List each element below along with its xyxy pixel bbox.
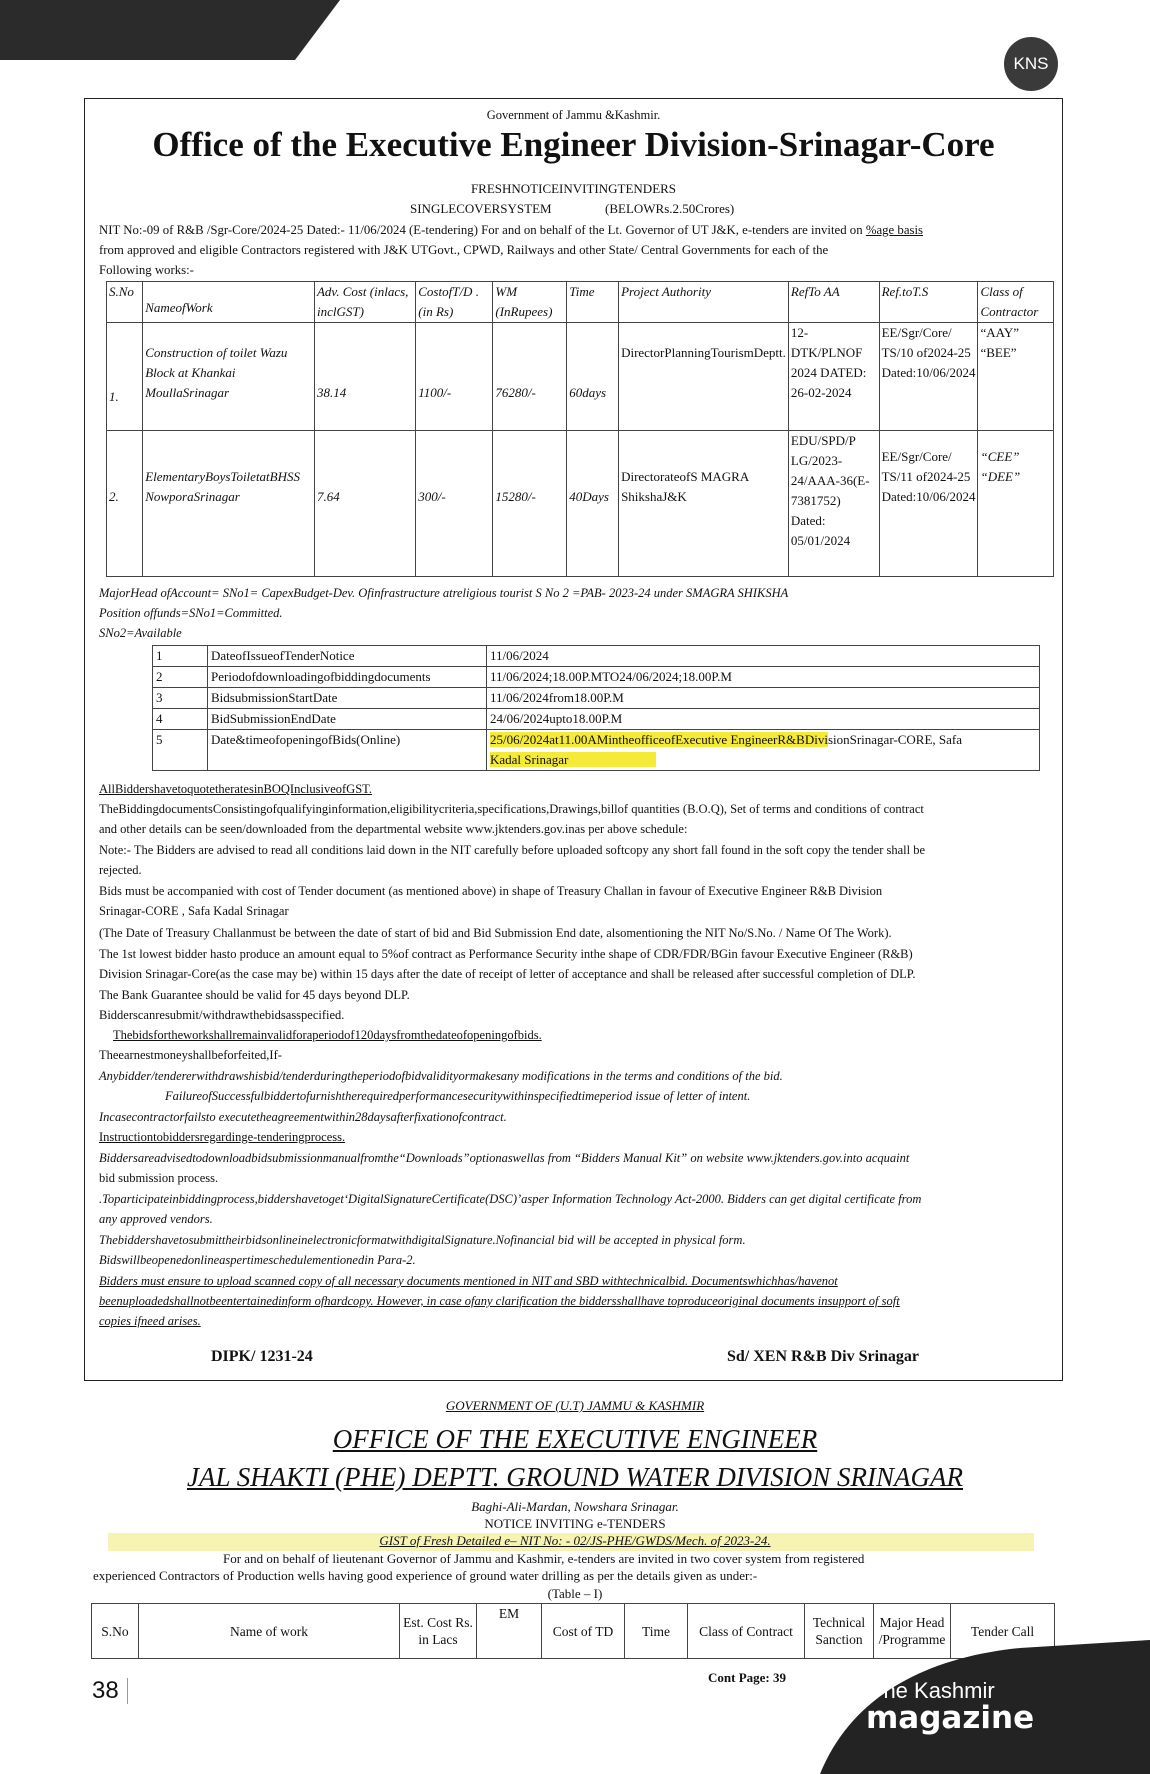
lowest-bidder-line-2: Division Srinagar-Core(as the case may be) within 15 days after the date of receipt of letter of acceptance and shall be released after successful completion of DLP.: [99, 967, 916, 981]
th-tech-sanction: Technical Sanction: [805, 1604, 874, 1659]
instruction-heading: Instructiontobiddersregardinge-tenderingprocess.: [99, 1130, 346, 1144]
lowest-bidder-line: The 1st lowest bidder hasto produce an amount equal to 5%of contract as Performance Security inthe shape of CDR/FDR/BGin favour Executive Engineer (R&B): [99, 947, 913, 961]
bids-line-2: Srinagar-CORE , Safa Kadal Srinagar: [99, 904, 289, 918]
signature: Sd/ XEN R&B Div Srinagar: [727, 1348, 920, 1365]
must-upload-line-2: beenuploadedshallnotbeentertainedinform ofhardcopy. However, in case ofany clarification the biddersshallhave toproduceoriginal documents insupport of soft: [99, 1294, 900, 1308]
gist-line: GIST of Fresh Detailed e– NIT No: - 02/JS-PHE/GWDS/Mech. of 2023-24.: [379, 1533, 771, 1548]
notice-heading: NOTICE INVITING e-TENDERS: [484, 1516, 666, 1531]
submit-line: ThebiddershavetosubmittheirbidsonlineinelectronicformatwithdigitalSignature.Nofinancial bid will be accepted in physical form.: [99, 1233, 746, 1247]
withdraw-line: Anybidder/tendererwithdrawshisbid/tenderduringtheperiodofbidvalidityormakesany modifications in the terms and conditions of the bid.: [99, 1069, 783, 1083]
table-label: (Table – I): [547, 1586, 603, 1601]
tender-notice-rb: [84, 98, 1063, 1381]
govt-ut-line: GOVERNMENT OF (U.T) JAMMU & KASHMIR: [445, 1398, 705, 1413]
invite-para: For and on behalf of lieutenant Governor of Jammu and Kashmir, e-tenders are invited in two cover system from registered: [223, 1551, 865, 1566]
th-cost: Adv. Cost (inlacs, inclGST): [314, 282, 415, 323]
th-class: Class of Contract: [688, 1604, 805, 1659]
schedule-row: 4 BidSubmissionEndDate 24/06/2024upto18.00P.M: [153, 709, 1040, 730]
advised-line-2: bid submission process.: [99, 1171, 219, 1185]
th-aa: RefTo AA: [788, 282, 879, 323]
th-sno: S.No: [107, 282, 143, 323]
th-td: CostofT/D .(in Rs): [416, 282, 493, 323]
nit-line-3: Following works:-: [99, 263, 194, 277]
corner-decoration: [0, 0, 340, 60]
sno2-available: SNo2=Available: [99, 626, 182, 640]
dept-title: JAL SHAKTI (PHE) DEPTT. GROUND WATER DIVISION SRINAGAR: [186, 1462, 964, 1492]
th-sno: S.No: [92, 1604, 139, 1659]
table-row: 2. ElementaryBoysToiletatBHSS NowporaSrinagar 7.64 300/- 15280/- 40Days DirectorateofS MAGRA ShikshaJ&K EDU/SPD/P LG/2023-24/AAA-36(E-7381752) Dated: 05/01/2024 EE/Sgr/Core/ TS/11 of2024-25 Dated:10/06/2024 “CEE” “DEE”: [107, 431, 1054, 577]
schedule-table: [152, 645, 1040, 771]
schedule-row: 2 Periodofdownloadingofbiddingdocuments 11/06/2024;18.00P.MTO24/06/2024;18.00P.M: [153, 667, 1040, 688]
cont-page: Cont Page: 39: [708, 1670, 786, 1685]
note-line-2: rejected.: [99, 863, 142, 877]
dsc-line: .Toparticipateinbiddingprocess,biddershavetoget‘DigitalSignatureCertificate(DSC)’asper Information Technology Act-2000. Bidders can get digital certificate from: [99, 1192, 922, 1206]
office-title-2: OFFICE OF THE EXECUTIVE ENGINEER: [332, 1424, 818, 1454]
dsc-line-2: any approved vendors.: [99, 1212, 213, 1226]
note-line: Note:- The Bidders are advised to read all conditions laid down in the NIT carefully before uploaded softcopy any short fall found in the soft copy the tender shall be: [99, 843, 926, 857]
single-cover: SINGLECOVERSYSTEM: [410, 201, 552, 216]
invite-para-2: experienced Contractors of Production wells having good experience of ground water drilling as per the details given as under:-: [93, 1568, 758, 1583]
major-head: MajorHead ofAccount= SNo1= CapexBudget-Dev. Ofinfrastructure atreligious tourist S No 2 =PAB- 2023-24 under SMAGRA SHIKSHA: [99, 586, 789, 600]
page-number: 38: [92, 1677, 119, 1704]
table-row: 1. Construction of toilet Wazu Block at Khankai MoullaSrinagar 38.14 1100/- 76280/- 60days DirectorPlanningTourismDeptt. 12-DTK/PLNOF 2024 DATED: 26-02-2024 EE/Sgr/Core/ TS/10 of2024-25 Dated:10/06/2024 “AAY” “BEE”: [107, 323, 1054, 431]
th-name-of-work: Name of work: [139, 1604, 400, 1659]
bids-line: Bids must be accompanied with cost of Tender document (as mentioned above) in shape of Treasury Challan in favour of Executive Engineer R&B Division: [99, 884, 883, 898]
must-upload-line-3: copies ifneed arises.: [99, 1314, 201, 1328]
schedule-row: 5 Date&timeofopeningofBids(Online) 25/06/2024at11.00AMintheofficeofExecutive EngineerR&BDivisionSrinagar-CORE, Safa Kadal Srinagar: [153, 730, 1040, 771]
bank-guarantee: The Bank Guarantee should be valid for 45 days beyond DLP.: [99, 988, 410, 1002]
address: Baghi-Ali-Mardan, Nowshara Srinagar.: [471, 1499, 679, 1514]
th-cost-td: Cost of TD: [542, 1604, 625, 1659]
th-em: EM: [477, 1604, 542, 1659]
magazine-logo-area: [790, 1640, 1150, 1774]
highlighted-opening: 25/06/2024at11.00AMintheofficeofExecutive EngineerR&BDivi: [490, 732, 828, 747]
th-time: Time: [625, 1604, 688, 1659]
earnest-line: Theearnestmoneyshallbeforfeited,If-: [99, 1048, 282, 1062]
docs-line: TheBiddingdocumentsConsistingofqualifyinginformation,eligibilitycriteria,specifications,Drawings,billof quantities (B.O.Q), Set of terms and conditions of contract: [99, 802, 924, 816]
schedule-row: 3 BidsubmissionStartDate 11/06/2024from18.00P.M: [153, 688, 1040, 709]
failure-line: FailureofSuccessfulbiddertofurnishtherequiredperformancesecuritywithinspecifiedtimeperiod issue of letter of intent.: [165, 1089, 751, 1103]
must-upload-line: Bidders must ensure to upload scanned copy of all necessary documents mentioned in NIT and SBD withtechnicalbid. Documentswhichhas/havenot: [99, 1274, 838, 1288]
works-table: [106, 281, 1054, 577]
advised-line: Biddersareadvisedtodownloadbidsubmissionmanualfromthe“Downloads”optionaswellas from “Bidders Manual Kit” on website www.jktenders.gov.into acquaint: [99, 1151, 910, 1165]
incase-line: Incasecontractorfailsto executetheagreementwithin28daysafterfixationofcontract.: [99, 1110, 507, 1124]
logo-line-2: magazine: [866, 1700, 1035, 1736]
docs-line-2: and other details can be seen/downloaded from the departmental website www.jktenders.gov.inas per above schedule:: [99, 822, 688, 836]
resubmit-line: Bidderscanresubmit/withdrawthebidsasspecified.: [99, 1008, 345, 1022]
office-title: Office of the Executive Engineer Division-Srinagar-Core: [152, 125, 995, 164]
th-tender-call: Tender Call: [951, 1604, 1055, 1659]
logo-line-1: The Kashmir: [870, 1678, 995, 1703]
challan-line: (The Date of Treasury Challanmust be between the date of start of bid and Bid Submission End date, alsomentioning the NIT No/S.No. / Name Of The Work).: [99, 926, 892, 940]
open-line: Bidswillbeopenedonlineaspertimeschedulementionedin Para-2.: [99, 1253, 416, 1267]
th-est-cost: Est. Cost Rs. in Lacs: [400, 1604, 477, 1659]
th-major-head: Major Head /Programme: [874, 1604, 951, 1659]
page-divider: [127, 1678, 128, 1704]
th-time: Time: [567, 282, 619, 323]
below-limit: (BELOWRs.2.50Crores): [605, 201, 735, 216]
govt-line: Government of Jammu &Kashmir.: [486, 108, 661, 122]
schedule-row: 1 DateofIssueofTenderNotice 11/06/2024: [153, 646, 1040, 667]
th-authority: Project Authority: [619, 282, 789, 323]
gst-line: AllBiddershavetoquotetheratesinBOQInclusiveofGST.: [99, 782, 372, 796]
th-ts: Ref.toT.S: [879, 282, 978, 323]
fresh-notice: FRESHNOTICEINVITINGTENDERS: [470, 181, 677, 196]
nit-line-2: from approved and eligible Contractors registered with J&K UTGovt., CPWD, Railways and other State/ Central Governments for each of the: [99, 243, 829, 257]
th-wm: WM (InRupees): [493, 282, 567, 323]
position-funds: Position offunds=SNo1=Committed.: [99, 606, 283, 620]
th-class: Class of Contractor: [978, 282, 1054, 323]
th-name: NameofWork: [143, 282, 315, 323]
validity-line: Thebidsfortheworkshallremainvalidforaperiodof120daysfromthedateofopeningofbids.: [113, 1028, 542, 1042]
nit-line: NIT No:-09 of R&B /Sgr-Core/2024-25 Dated:- 11/06/2024 (E-tendering) For and on behalf of the Lt. Governor of UT J&K, e-tenders are invited on %age basis: [99, 223, 924, 237]
kns-badge: KNS: [1004, 37, 1058, 91]
dipk-number: DIPK/ 1231-24: [211, 1348, 313, 1365]
